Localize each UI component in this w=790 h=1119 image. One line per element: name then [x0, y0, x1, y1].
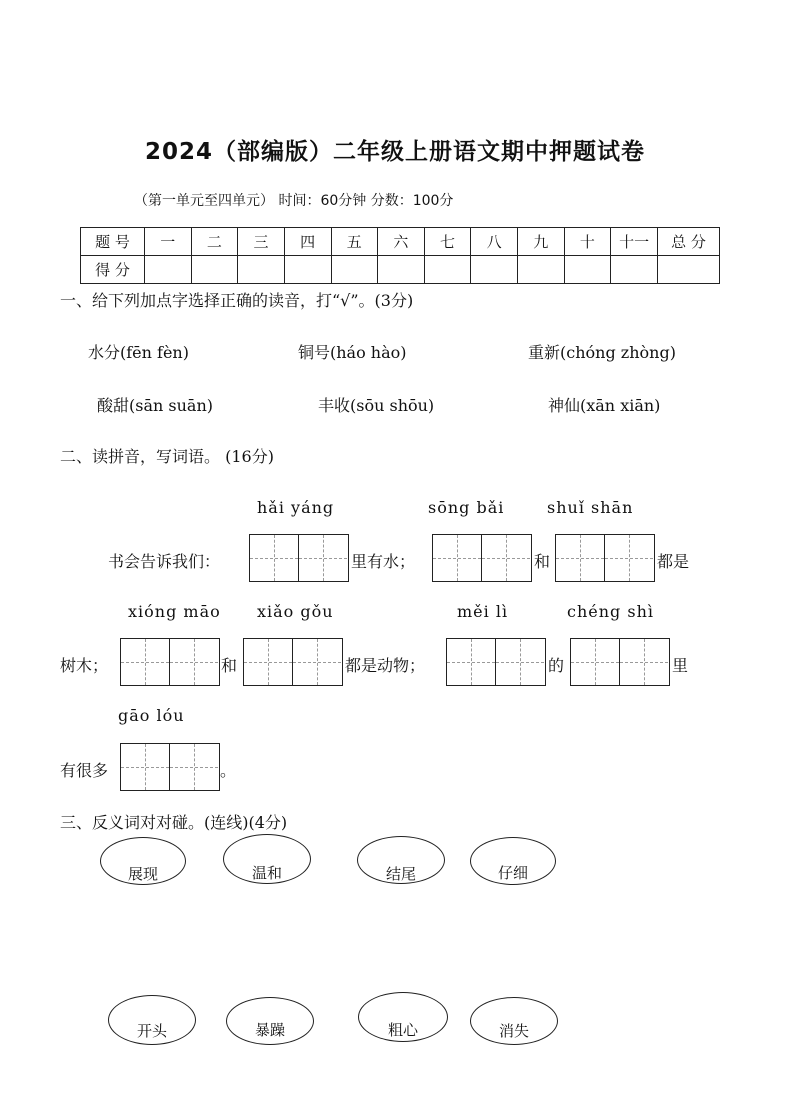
writing-grid-cell: [433, 535, 481, 581]
writing-box[interactable]: [243, 638, 343, 686]
writing-box[interactable]: [570, 638, 670, 686]
score-table-score-row: [81, 256, 720, 284]
score-table-header-row: [81, 228, 720, 256]
score-cell[interactable]: [284, 256, 331, 284]
table-header-cell: 题 号: [81, 228, 145, 256]
word-label: 消失: [498, 1022, 529, 1040]
q1-item[interactable]: 酸甜(sān suān): [97, 396, 213, 415]
sentence-text: 的: [548, 656, 565, 675]
writing-grid-cell: [447, 639, 495, 685]
word-label: 粗心: [387, 1021, 418, 1039]
writing-grid-cell: [292, 639, 341, 685]
pinyin-label: xiǎo gǒu: [257, 602, 334, 621]
pinyin-label: shuǐ shān: [547, 498, 634, 517]
exam-title: 2024（部编版）二年级上册语文期中押题试卷: [144, 139, 645, 165]
writing-box[interactable]: [120, 638, 220, 686]
writing-grid-cell: [169, 744, 218, 790]
sentence-text: 里: [672, 656, 689, 675]
table-header-cell: 八: [471, 228, 518, 256]
word-oval[interactable]: [100, 837, 186, 885]
word-oval[interactable]: [108, 995, 196, 1045]
table-header-cell: 十一: [611, 228, 658, 256]
writing-grid-cell: [495, 639, 544, 685]
word-label: 展现: [127, 865, 158, 883]
q2-heading: 二、读拼音，写词语。 (16分): [60, 447, 274, 466]
q1-item[interactable]: 丰收(sōu shōu): [318, 396, 435, 415]
pinyin-label: sōng bǎi: [428, 498, 505, 517]
writing-box[interactable]: [446, 638, 546, 686]
writing-grid-cell: [298, 535, 347, 581]
word-oval[interactable]: [358, 992, 448, 1042]
table-header-cell: 五: [331, 228, 378, 256]
writing-grid-cell: [481, 535, 530, 581]
sentence-text: 有很多: [60, 761, 109, 780]
score-cell[interactable]: [564, 256, 611, 284]
table-header-cell: 三: [238, 228, 285, 256]
q1-item[interactable]: 重新(chóng zhòng): [528, 343, 676, 362]
q1-item[interactable]: 铜号(háo hào): [298, 343, 407, 362]
score-cell[interactable]: [378, 256, 425, 284]
q1-item[interactable]: 水分(fēn fèn): [88, 343, 189, 362]
score-cell[interactable]: [518, 256, 565, 284]
pinyin-label: hǎi yáng: [257, 498, 335, 517]
writing-grid-cell: [604, 535, 653, 581]
writing-box[interactable]: [249, 534, 349, 582]
word-oval[interactable]: [470, 997, 558, 1045]
word-label: 仔细: [497, 864, 528, 882]
table-header-cell: 六: [378, 228, 425, 256]
writing-grid-cell: [244, 639, 292, 685]
writing-box[interactable]: [120, 743, 220, 791]
q1-heading: 一、给下列加点字选择正确的读音，打“√”。(3分): [60, 291, 414, 310]
sentence-text: 都是动物；: [345, 656, 426, 675]
pinyin-label: xióng māo: [128, 602, 221, 621]
word-oval[interactable]: [226, 997, 314, 1045]
sentence-text: 里有水；: [351, 552, 416, 571]
table-header-cell: 二: [191, 228, 238, 256]
pinyin-label: měi lì: [457, 602, 509, 621]
writing-box[interactable]: [555, 534, 655, 582]
writing-grid-cell: [556, 535, 604, 581]
sentence-text: 书会告诉我们：: [108, 552, 221, 571]
sentence-text: 和: [221, 656, 238, 675]
table-header-cell: 总 分: [658, 228, 720, 256]
word-oval[interactable]: [223, 834, 311, 884]
word-label: 温和: [251, 864, 282, 882]
table-header-cell: 十: [564, 228, 611, 256]
q3-heading: 三、反义词对对碰。(连线)(4分): [60, 813, 288, 832]
score-cell[interactable]: [611, 256, 658, 284]
q1-item[interactable]: 神仙(xān xiān): [548, 396, 661, 415]
sentence-text: 树木；: [60, 656, 109, 675]
word-label: 结尾: [385, 865, 416, 883]
writing-grid-cell: [250, 535, 298, 581]
word-oval[interactable]: [357, 836, 445, 884]
score-cell[interactable]: [331, 256, 378, 284]
word-label: 开头: [136, 1022, 167, 1040]
sentence-text: 。: [220, 761, 237, 780]
score-cell[interactable]: [424, 256, 471, 284]
sentence-text: 都是: [657, 552, 690, 571]
table-header-cell: 一: [145, 228, 192, 256]
writing-grid-cell: [571, 639, 619, 685]
score-row-label: 得 分: [81, 256, 145, 284]
score-cell[interactable]: [145, 256, 192, 284]
writing-grid-cell: [121, 639, 169, 685]
score-cell[interactable]: [191, 256, 238, 284]
pinyin-label: chéng shì: [567, 602, 654, 621]
score-cell[interactable]: [658, 256, 720, 284]
writing-box[interactable]: [432, 534, 532, 582]
table-header-cell: 七: [424, 228, 471, 256]
writing-grid-cell: [619, 639, 668, 685]
table-header-cell: 九: [518, 228, 565, 256]
score-cell[interactable]: [471, 256, 518, 284]
sentence-text: 和: [534, 552, 551, 571]
score-table: [80, 227, 720, 284]
word-label: 暴躁: [254, 1021, 285, 1039]
score-cell[interactable]: [238, 256, 285, 284]
exam-subtitle: （第一单元至四单元） 时间：60分钟 分数：100分: [134, 193, 454, 209]
pinyin-label: gāo lóu: [118, 706, 185, 725]
writing-grid-cell: [169, 639, 218, 685]
writing-grid-cell: [121, 744, 169, 790]
word-oval[interactable]: [470, 837, 556, 885]
table-header-cell: 四: [284, 228, 331, 256]
